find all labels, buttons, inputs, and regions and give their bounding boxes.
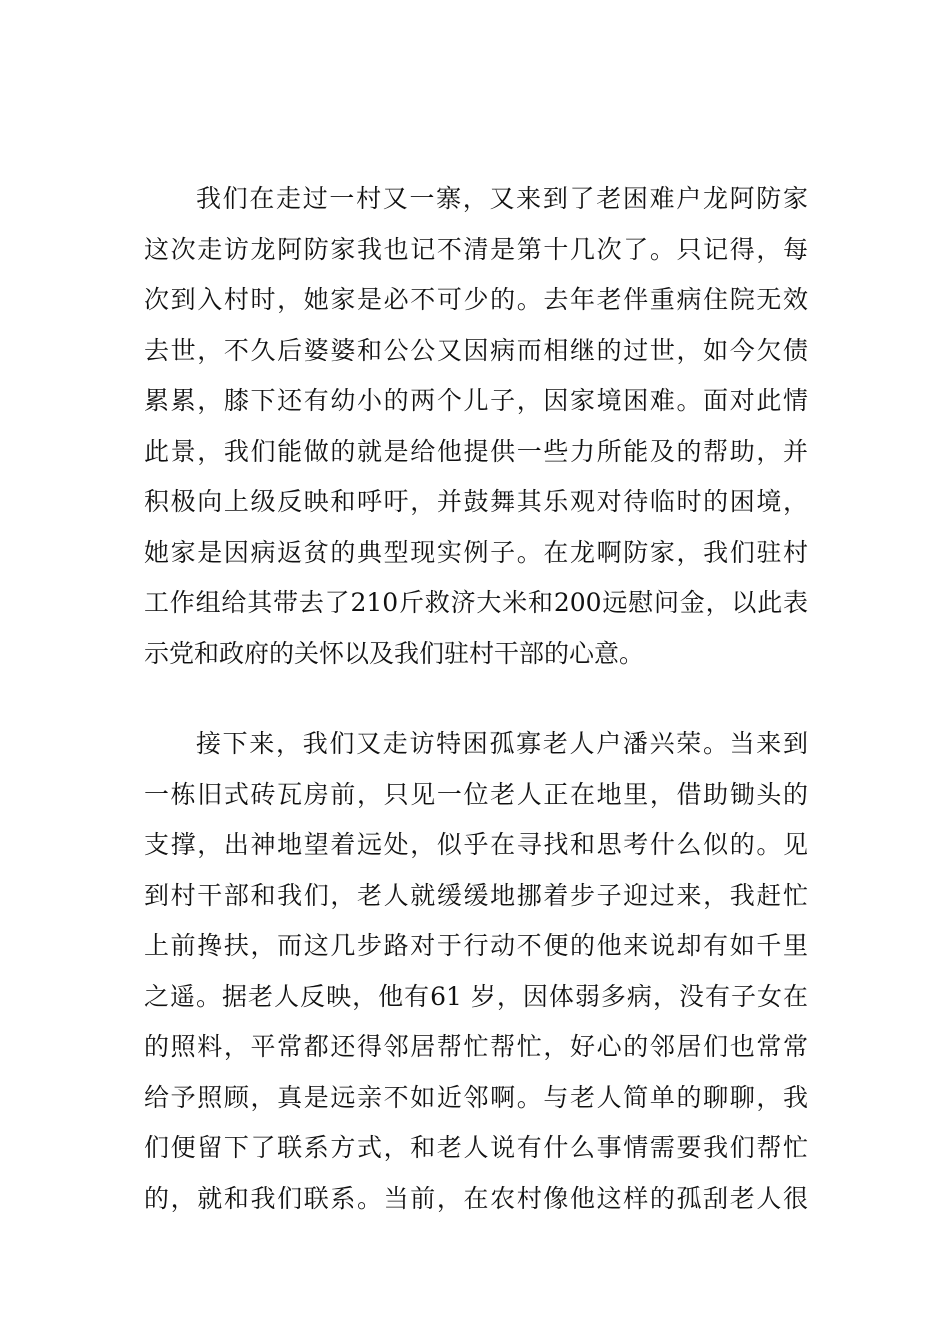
text-line: 们便留下了联系方式，和老人说有什么事情需要我们帮忙 [144, 1133, 808, 1162]
text-line: 接下来，我们又走访特困孤寡老人户潘兴荣。当来到 [196, 729, 808, 758]
text-line: 之遥。据老人反映，他有61 岁，因体弱多病，没有子女在 [144, 981, 808, 1011]
text-line: 次到入村时，她家是必不可少的。去年老伴重病住院无效 [144, 285, 808, 314]
paragraph-visit-pan-xingrong [144, 719, 808, 1224]
text-line: 支撑，出神地望着远处，似乎在寻找和思考什么似的。见 [144, 830, 808, 859]
text-line: 累累，膝下还有幼小的两个儿子，因家境困难。面对此情 [144, 386, 808, 415]
text-line: 积极向上级反映和呼吁，并鼓舞其乐观对待临时的困境， [144, 487, 808, 516]
text-line: 上前搀扶，而这几步路对于行动不便的他来说却有如千里 [144, 931, 808, 960]
text-line: 的照料，平常都还得邻居帮忙帮忙，好心的邻居们也常常 [144, 1032, 808, 1061]
text-line: 工作组给其带去了210斤救济大米和200远慰问金，以此表 [144, 588, 808, 617]
text-line: 示党和政府的关怀以及我们驻村干部的心意。 [144, 638, 645, 668]
text-line: 我们在走过一村又一寨，又来到了老困难户龙阿防家 [196, 184, 808, 213]
text-line: 此景，我们能做的就是给他提供一些力所能及的帮助，并 [144, 436, 808, 466]
text-line: 这次走访龙阿防家我也记不清是第十几次了。只记得，每 [144, 234, 808, 264]
paragraph-visit-long-afang [144, 174, 808, 679]
text-line: 去世，不久后婆婆和公公又因病而相继的过世，如今欠债 [144, 335, 808, 365]
text-line: 给予照顾，真是远亲不如近邻啊。与老人简单的聊聊，我 [144, 1082, 808, 1112]
text-line: 她家是因病返贫的典型现实例子。在龙啊防家，我们驻村 [144, 537, 808, 567]
text-line: 到村干部和我们，老人就缓缓地挪着步子迎过来，我赶忙 [144, 880, 808, 910]
text-line: 一栋旧式砖瓦房前，只见一位老人正在地里，借助锄头的 [144, 779, 808, 809]
text-line: 的，就和我们联系。当前，在农村像他这样的孤刮老人很 [144, 1183, 808, 1213]
